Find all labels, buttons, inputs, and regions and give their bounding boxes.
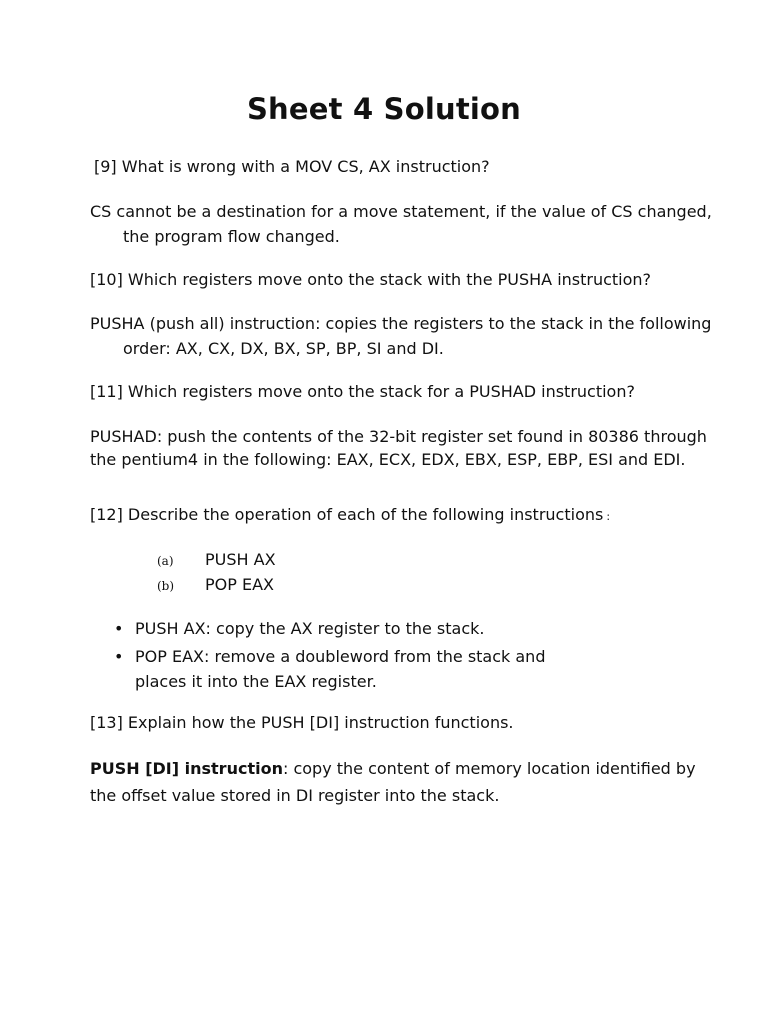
answer-9-line-2: the program flow changed. xyxy=(123,227,340,246)
question-9: [9] What is wrong with a MOV CS, AX instruction? xyxy=(94,157,490,176)
question-10: [10] Which registers move onto the stack with the PUSHA instruction? xyxy=(90,270,652,289)
answer-10-line-2: order: AX, CX, DX, BX, SP, BP, SI and DI. xyxy=(123,339,444,358)
question-12-text: [12] Describe the operation of each of the following instructions xyxy=(90,505,604,524)
sub-item-b-text: POP EAX xyxy=(205,575,274,594)
sub-item-a-label: (a) xyxy=(157,554,174,568)
answer-9-line-1: CS cannot be a destination for a move statement, if the value of CS changed, xyxy=(90,202,712,221)
answer-13-line-1 xyxy=(90,759,696,779)
sub-item-a-text: PUSH AX xyxy=(205,550,276,569)
sub-item-a xyxy=(157,550,276,571)
answer-11-line-1: PUSHAD: push the contents of the 32-bit register set found in 80386 through xyxy=(90,427,707,446)
bullet-dot-icon: • xyxy=(114,647,124,666)
question-13: [13] Explain how the PUSH [DI] instruction functions. xyxy=(90,713,514,732)
answer-10-line-1: PUSHA (push all) instruction: copies the registers to the stack in the following xyxy=(90,314,712,333)
bullet-2-line-2: places it into the EAX register. xyxy=(135,672,377,691)
question-12-colon: : xyxy=(606,510,611,523)
answer-11-line-2: the pentium4 in the following: EAX, ECX, EDX, EBX, ESP, EBP, ESI and EDI. xyxy=(90,450,686,469)
answer-13-rest: : copy the content of memory location identified by xyxy=(282,759,696,778)
sub-item-b xyxy=(157,575,274,596)
bullet-dot-icon: • xyxy=(114,619,124,638)
answer-13-line-2: the offset value stored in DI register into the stack. xyxy=(90,786,500,805)
question-11: [11] Which registers move onto the stack for a PUSHAD instruction? xyxy=(90,382,635,401)
bullet-1-text: PUSH AX: copy the AX register to the stack. xyxy=(135,619,485,638)
question-12 xyxy=(90,505,610,527)
page-title: Sheet 4 Solution xyxy=(246,92,522,126)
sub-item-b-label: (b) xyxy=(157,579,175,593)
answer-13-bold-term: PUSH [DI] instruction xyxy=(90,759,283,778)
bullet-2-line-1: POP EAX: remove a doubleword from the stack and xyxy=(135,647,546,666)
